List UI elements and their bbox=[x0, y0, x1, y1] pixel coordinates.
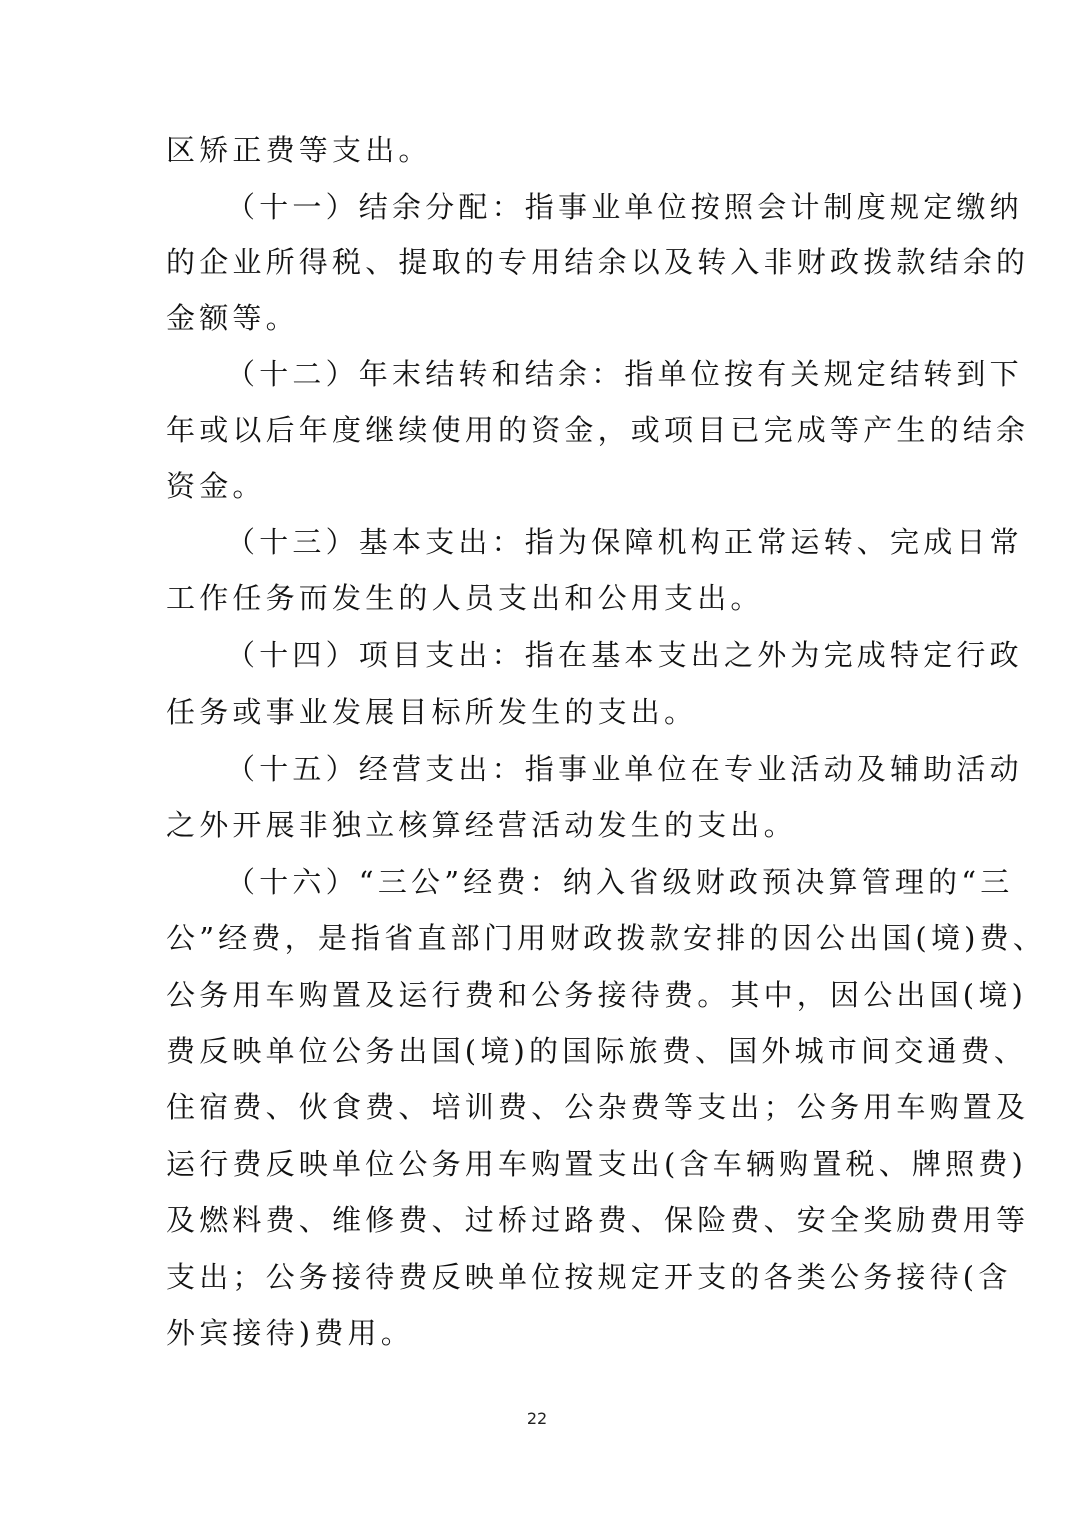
text-line: 工作任务而发生的人员支出和公用支出。 bbox=[166, 581, 764, 615]
text-line: 区矫正费等支出。 bbox=[166, 133, 432, 167]
text-line: 资金。 bbox=[166, 469, 266, 503]
paragraph-16-heading-line: （十六）“三公”经费：纳入省级财政预决算管理的“三 bbox=[226, 865, 1014, 899]
paragraph-13-heading-line: （十三）基本支出：指为保障机构正常运转、完成日常 bbox=[226, 525, 1023, 559]
text-line: 金额等。 bbox=[166, 301, 299, 335]
text-line: 公务用车购置及运行费和公务接待费。其中，因公出国(境) bbox=[166, 978, 1028, 1012]
text-line: 外宾接待)费用。 bbox=[166, 1316, 414, 1350]
paragraph-11-heading-line: （十一）结余分配：指事业单位按照会计制度规定缴纳 bbox=[226, 190, 1023, 224]
text-line: 及燃料费、维修费、过桥过路费、保险费、安全奖励费用等 bbox=[166, 1203, 1030, 1237]
text-line: 费反映单位公务出国(境)的国际旅费、国外城市间交通费、 bbox=[166, 1034, 1028, 1068]
text-line: 运行费反映单位公务用车购置支出(含车辆购置税、牌照费) bbox=[166, 1147, 1028, 1181]
text-line: 支出；公务接待费反映单位按规定开支的各类公务接待(含 bbox=[166, 1260, 1012, 1294]
text-line: 的企业所得税、提取的专用结余以及转入非财政拨款结余的 bbox=[166, 245, 1030, 279]
paragraph-14-heading-line: （十四）项目支出：指在基本支出之外为完成特定行政 bbox=[226, 638, 1023, 672]
text-line: 任务或事业发展目标所发生的支出。 bbox=[166, 695, 698, 729]
paragraph-15-heading-line: （十五）经营支出：指事业单位在专业活动及辅助活动 bbox=[226, 752, 1023, 786]
page-number: 22 bbox=[526, 1409, 548, 1428]
text-line: 公”经费，是指省直部门用财政拨款安排的因公出国(境)费、 bbox=[166, 921, 1047, 955]
text-line: 年或以后年度继续使用的资金，或项目已完成等产生的结余 bbox=[166, 413, 1030, 447]
paragraph-12-heading-line: （十二）年末结转和结余：指单位按有关规定结转到下 bbox=[226, 357, 1023, 391]
text-line: 住宿费、伙食费、培训费、公杂费等支出；公务用车购置及 bbox=[166, 1090, 1030, 1124]
text-line: 之外开展非独立核算经营活动发生的支出。 bbox=[166, 808, 797, 842]
